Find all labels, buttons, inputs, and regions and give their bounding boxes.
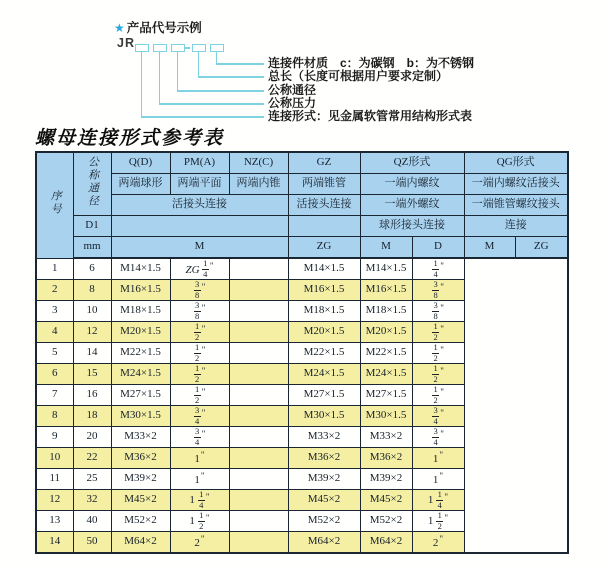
table-cell: 12 (73, 322, 111, 343)
table-cell: M30×1.5 (111, 406, 170, 427)
table-cell: M16×1.5 (288, 280, 360, 301)
table-cell: 3 (36, 301, 73, 322)
table-cell: M27×1.5 (360, 385, 412, 406)
header-qz-m: M (360, 237, 412, 259)
code-dash (184, 47, 190, 49)
callout-line (159, 51, 161, 103)
callout-line (216, 63, 264, 65)
header-gz: GZ (288, 152, 360, 174)
table-cell: M52×2 (111, 511, 170, 532)
table-cell: M16×1.5 (360, 280, 412, 301)
table-cell: M14×1.5 (360, 258, 412, 280)
table-cell: 7 (36, 385, 73, 406)
table-cell: $\frac{3}{4}$ " (412, 406, 464, 427)
product-code-heading-text: 产品代号示例 (126, 21, 202, 35)
table-cell: 12 (36, 490, 73, 511)
table-row (36, 364, 568, 385)
table-cell: M64×2 (288, 532, 360, 554)
table-cell: M24×1.5 (111, 364, 170, 385)
table-row (36, 343, 568, 364)
header-qz-sub1: 一端内螺纹 (360, 174, 464, 195)
table-cell: M22×1.5 (111, 343, 170, 364)
table-cell: M45×2 (111, 490, 170, 511)
table-row (36, 301, 568, 322)
table-cell: M22×1.5 (288, 343, 360, 364)
table-row (36, 448, 568, 469)
header-qz: QZ形式 (360, 152, 464, 174)
header-qg: QG形式 (464, 152, 568, 174)
code-box-5 (210, 44, 224, 52)
table-cell: 1 (36, 258, 73, 280)
header-gz-connection: 活接头连接 (288, 195, 360, 216)
header-d1: D1 (73, 216, 111, 237)
table-row (36, 490, 568, 511)
table-cell: $\frac{3}{8}$ " (412, 280, 464, 301)
label-nominal-diameter: 公称通径 (268, 83, 317, 97)
table-cell: 13 (36, 511, 73, 532)
table-cell (229, 511, 288, 532)
table-cell: $\frac{1}{2}$ " (170, 343, 229, 364)
header-qg-sub1: 一端内螺纹活接头 (464, 174, 568, 195)
table-cell (229, 322, 288, 343)
table-cell (229, 258, 288, 280)
table-cell: M18×1.5 (360, 301, 412, 322)
table-cell: $\frac{3}{4}$ " (170, 427, 229, 448)
code-box-1 (135, 44, 149, 52)
table-cell: $\frac{3}{8}$ " (170, 280, 229, 301)
table-cell (229, 448, 288, 469)
code-prefix: JR (117, 36, 135, 50)
header-pma: PM(A) (170, 152, 229, 174)
header-dn: 公称通径 (73, 152, 111, 216)
table-cell: M27×1.5 (111, 385, 170, 406)
table-cell: $\frac{3}{4}$ " (170, 406, 229, 427)
table-cell: 1" (170, 448, 229, 469)
table-cell (229, 532, 288, 554)
table-cell: M39×2 (360, 469, 412, 490)
table-cell: 25 (73, 469, 111, 490)
table-cell: 6 (36, 364, 73, 385)
header-nzc-sub: 两端内锥 (229, 174, 288, 195)
table-cell (229, 406, 288, 427)
table-row (36, 280, 568, 301)
table-cell: 20 (73, 427, 111, 448)
product-code-heading (114, 18, 202, 36)
table-cell: 9 (36, 427, 73, 448)
table-cell: 32 (73, 490, 111, 511)
table-cell: M20×1.5 (111, 322, 170, 343)
table-cell: 16 (73, 385, 111, 406)
table-cell: M24×1.5 (288, 364, 360, 385)
table-cell: $\frac{1}{2}$ " (412, 385, 464, 406)
header-qg-sub2: 一端锥管螺纹接头 (464, 195, 568, 216)
table-cell: M20×1.5 (360, 322, 412, 343)
table-cell: 14 (36, 532, 73, 554)
header-pma-sub: 两端平面 (170, 174, 229, 195)
table-cell: M39×2 (111, 469, 170, 490)
callout-line (216, 51, 218, 63)
table-cell: $\frac{1}{4}$ " (412, 258, 464, 280)
table-cell: 1 $\frac{1}{4}$ " (170, 490, 229, 511)
callout-line (198, 76, 264, 78)
table-cell: $\frac{3}{4}$ " (412, 427, 464, 448)
table-cell: $\frac{1}{2}$ " (412, 343, 464, 364)
table-cell: 6 (73, 258, 111, 280)
table-cell: M16×1.5 (111, 280, 170, 301)
table-cell: $\frac{1}{2}$ " (412, 364, 464, 385)
code-box-3 (171, 44, 185, 52)
callout-line (141, 51, 143, 116)
header-m: M (111, 237, 288, 259)
table-cell: M64×2 (111, 532, 170, 554)
table-cell: $\frac{1}{2}$ " (170, 322, 229, 343)
header-union-connection: 活接头连接 (111, 195, 288, 216)
table-cell: M18×1.5 (111, 301, 170, 322)
table-cell (229, 343, 288, 364)
table-cell (229, 280, 288, 301)
table-cell: M33×2 (111, 427, 170, 448)
table-cell: M27×1.5 (288, 385, 360, 406)
table-cell: 40 (73, 511, 111, 532)
header-qg-connection: 连接 (464, 216, 568, 237)
table-cell: M30×1.5 (360, 406, 412, 427)
table-cell: 8 (73, 280, 111, 301)
table-cell: M18×1.5 (288, 301, 360, 322)
header-seq: 序号 (36, 152, 73, 258)
table-cell: M45×2 (360, 490, 412, 511)
callout-line (177, 90, 264, 92)
header-qz-connection: 球形接头连接 (360, 216, 464, 237)
table-cell (229, 469, 288, 490)
table-cell: 1" (412, 469, 464, 490)
table-cell: 8 (36, 406, 73, 427)
table-cell: M22×1.5 (360, 343, 412, 364)
table-cell: $\frac{1}{2}$ " (170, 364, 229, 385)
table-cell: 2 (36, 280, 73, 301)
table-cell: 18 (73, 406, 111, 427)
table-cell: 14 (73, 343, 111, 364)
table-cell: $\frac{1}{2}$ " (412, 322, 464, 343)
table-cell (229, 364, 288, 385)
table-cell: M52×2 (288, 511, 360, 532)
code-box-4 (192, 44, 206, 52)
callout-line (198, 51, 200, 76)
table-cell (229, 427, 288, 448)
table-cell: 11 (36, 469, 73, 490)
label-nominal-pressure: 公称压力 (268, 96, 317, 110)
header-empty (288, 216, 360, 237)
table-cell: M14×1.5 (288, 258, 360, 280)
header-zg: ZG (288, 237, 360, 259)
table-cell: M45×2 (288, 490, 360, 511)
table-cell: M20×1.5 (288, 322, 360, 343)
header-qd: Q(D) (111, 152, 170, 174)
header-qg-m: M (464, 237, 515, 259)
header-nzc: NZ(C) (229, 152, 288, 174)
table-body (36, 258, 568, 553)
table-cell: 10 (36, 448, 73, 469)
table-cell: 22 (73, 448, 111, 469)
header-qg-zg: ZG (515, 237, 568, 259)
table-cell (229, 490, 288, 511)
table-cell: M36×2 (111, 448, 170, 469)
table-cell: M52×2 (360, 511, 412, 532)
table-cell: 10 (73, 301, 111, 322)
star-icon: ★ (114, 21, 125, 35)
table-cell (229, 301, 288, 322)
nut-connection-table (35, 151, 569, 554)
table-cell: 2" (170, 532, 229, 554)
code-box-2 (153, 44, 167, 52)
table-cell: M39×2 (288, 469, 360, 490)
table-cell: 1 $\frac{1}{2}$ " (170, 511, 229, 532)
table-cell: 15 (73, 364, 111, 385)
table-row (36, 258, 568, 280)
label-material: 连接件材质 c：为碳钢 b：为不锈钢 (268, 56, 475, 70)
table-row (36, 532, 568, 554)
label-total-length: 总长（长度可根据用户要求定制） (268, 69, 449, 83)
table-header (36, 152, 568, 258)
table-cell: M64×2 (360, 532, 412, 554)
table-cell: $\frac{1}{2}$ " (170, 385, 229, 406)
callout-line (159, 103, 264, 105)
table-cell: $\frac{3}{8}$ " (170, 301, 229, 322)
table-row (36, 406, 568, 427)
callout-line (177, 51, 179, 90)
header-mm: mm (73, 237, 111, 259)
header-qd-sub: 两端球形 (111, 174, 170, 195)
table-title: 螺母连接形式参考表 (35, 128, 225, 149)
header-qz-sub2: 一端外螺纹 (360, 195, 464, 216)
table-cell: 1 $\frac{1}{2}$ " (412, 511, 464, 532)
table-cell: M30×1.5 (288, 406, 360, 427)
table-row (36, 469, 568, 490)
table-cell: $\frac{3}{8}$ " (412, 301, 464, 322)
table-cell: 1 $\frac{1}{4}$ " (412, 490, 464, 511)
callout-line (141, 116, 264, 118)
table-row (36, 511, 568, 532)
table-cell: 1" (412, 448, 464, 469)
table-cell: M36×2 (288, 448, 360, 469)
table-cell: 2" (412, 532, 464, 554)
table-row (36, 322, 568, 343)
header-gz-sub: 两端锥管 (288, 174, 360, 195)
table-row (36, 427, 568, 448)
table-cell (229, 385, 288, 406)
table-cell: 4 (36, 322, 73, 343)
header-empty (111, 216, 288, 237)
table-row (36, 385, 568, 406)
table-cell: 5 (36, 343, 73, 364)
table-cell: 50 (73, 532, 111, 554)
table-cell: M33×2 (360, 427, 412, 448)
header-qz-d: D (412, 237, 464, 259)
table-cell: 1" (170, 469, 229, 490)
table-cell: M14×1.5 (111, 258, 170, 280)
table-cell: M33×2 (288, 427, 360, 448)
table-cell: M36×2 (360, 448, 412, 469)
label-connection-form: 连接形式：见金属软管常用结构形式表 (268, 109, 473, 123)
table-cell: ZG $\frac{1}{4}$ " (170, 258, 229, 280)
table-cell: M24×1.5 (360, 364, 412, 385)
